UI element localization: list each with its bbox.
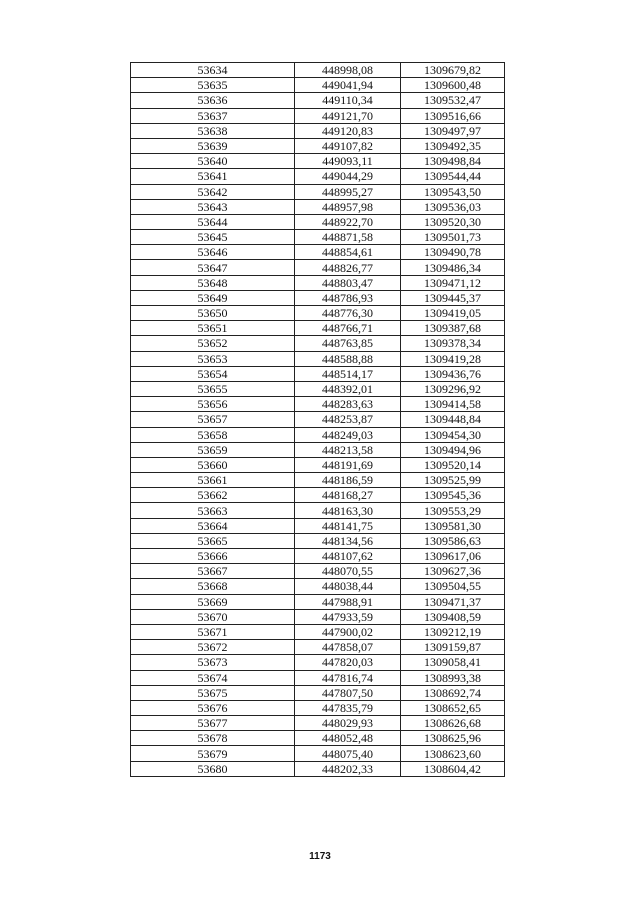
table-row (131, 412, 505, 427)
x-coordinate-cell: 448826,77 (295, 260, 401, 275)
point-id-cell: 53640 (131, 154, 295, 169)
x-coordinate-cell: 448588,88 (295, 351, 401, 366)
table-row (131, 260, 505, 275)
y-coordinate-cell: 1309414,58 (401, 397, 505, 412)
point-id-cell: 53656 (131, 397, 295, 412)
coordinates-table (130, 62, 505, 777)
y-coordinate-cell: 1308625,96 (401, 731, 505, 746)
y-coordinate-cell: 1309544,44 (401, 169, 505, 184)
point-id-cell: 53659 (131, 442, 295, 457)
x-coordinate-cell: 448249,03 (295, 427, 401, 442)
y-coordinate-cell: 1309627,36 (401, 564, 505, 579)
x-coordinate-cell: 448107,62 (295, 549, 401, 564)
x-coordinate-cell: 448141,75 (295, 518, 401, 533)
x-coordinate-cell: 449044,29 (295, 169, 401, 184)
y-coordinate-cell: 1309543,50 (401, 184, 505, 199)
table-row (131, 214, 505, 229)
x-coordinate-cell: 447988,91 (295, 594, 401, 609)
y-coordinate-cell: 1308623,60 (401, 746, 505, 761)
point-id-cell: 53662 (131, 488, 295, 503)
x-coordinate-cell: 449120,83 (295, 123, 401, 138)
x-coordinate-cell: 449121,70 (295, 108, 401, 123)
x-coordinate-cell: 448075,40 (295, 746, 401, 761)
y-coordinate-cell: 1309501,73 (401, 230, 505, 245)
point-id-cell: 53665 (131, 533, 295, 548)
y-coordinate-cell: 1309492,35 (401, 138, 505, 153)
table-row (131, 154, 505, 169)
table-row (131, 685, 505, 700)
x-coordinate-cell: 448253,87 (295, 412, 401, 427)
point-id-cell: 53657 (131, 412, 295, 427)
point-id-cell: 53672 (131, 640, 295, 655)
x-coordinate-cell: 448191,69 (295, 457, 401, 472)
point-id-cell: 53680 (131, 761, 295, 776)
table-row (131, 199, 505, 214)
table-row (131, 549, 505, 564)
table-row (131, 609, 505, 624)
x-coordinate-cell: 448763,85 (295, 336, 401, 351)
table-row (131, 670, 505, 685)
y-coordinate-cell: 1309586,63 (401, 533, 505, 548)
point-id-cell: 53661 (131, 473, 295, 488)
point-id-cell: 53660 (131, 457, 295, 472)
point-id-cell: 53642 (131, 184, 295, 199)
point-id-cell: 53671 (131, 624, 295, 639)
x-coordinate-cell: 447900,02 (295, 624, 401, 639)
y-coordinate-cell: 1308692,74 (401, 685, 505, 700)
x-coordinate-cell: 448213,58 (295, 442, 401, 457)
x-coordinate-cell: 449107,82 (295, 138, 401, 153)
y-coordinate-cell: 1309679,82 (401, 63, 505, 78)
y-coordinate-cell: 1309532,47 (401, 93, 505, 108)
x-coordinate-cell: 448998,08 (295, 63, 401, 78)
y-coordinate-cell: 1309436,76 (401, 366, 505, 381)
table-row (131, 746, 505, 761)
point-id-cell: 53639 (131, 138, 295, 153)
table-row (131, 594, 505, 609)
table-row (131, 78, 505, 93)
y-coordinate-cell: 1309504,55 (401, 579, 505, 594)
table-row (131, 579, 505, 594)
point-id-cell: 53652 (131, 336, 295, 351)
table-row (131, 306, 505, 321)
table-row (131, 624, 505, 639)
table-row (131, 138, 505, 153)
table-row (131, 63, 505, 78)
table-row (131, 108, 505, 123)
point-id-cell: 53663 (131, 503, 295, 518)
point-id-cell: 53637 (131, 108, 295, 123)
point-id-cell: 53667 (131, 564, 295, 579)
point-id-cell: 53653 (131, 351, 295, 366)
point-id-cell: 53677 (131, 716, 295, 731)
x-coordinate-cell: 448786,93 (295, 290, 401, 305)
x-coordinate-cell: 449093,11 (295, 154, 401, 169)
point-id-cell: 53658 (131, 427, 295, 442)
table-row (131, 533, 505, 548)
table-row (131, 123, 505, 138)
table-row (131, 184, 505, 199)
point-id-cell: 53654 (131, 366, 295, 381)
table-row (131, 442, 505, 457)
point-id-cell: 53634 (131, 63, 295, 78)
x-coordinate-cell: 448854,61 (295, 245, 401, 260)
y-coordinate-cell: 1309445,37 (401, 290, 505, 305)
x-coordinate-cell: 448163,30 (295, 503, 401, 518)
y-coordinate-cell: 1309408,59 (401, 609, 505, 624)
y-coordinate-cell: 1309600,48 (401, 78, 505, 93)
table-row (131, 336, 505, 351)
x-coordinate-cell: 447816,74 (295, 670, 401, 685)
y-coordinate-cell: 1309516,66 (401, 108, 505, 123)
y-coordinate-cell: 1309471,12 (401, 275, 505, 290)
x-coordinate-cell: 448038,44 (295, 579, 401, 594)
point-id-cell: 53669 (131, 594, 295, 609)
y-coordinate-cell: 1309490,78 (401, 245, 505, 260)
x-coordinate-cell: 448070,55 (295, 564, 401, 579)
y-coordinate-cell: 1309525,99 (401, 473, 505, 488)
y-coordinate-cell: 1309617,06 (401, 549, 505, 564)
point-id-cell: 53674 (131, 670, 295, 685)
y-coordinate-cell: 1309448,84 (401, 412, 505, 427)
y-coordinate-cell: 1309296,92 (401, 381, 505, 396)
y-coordinate-cell: 1309387,68 (401, 321, 505, 336)
point-id-cell: 53670 (131, 609, 295, 624)
table-row (131, 503, 505, 518)
y-coordinate-cell: 1309378,34 (401, 336, 505, 351)
y-coordinate-cell: 1308993,38 (401, 670, 505, 685)
point-id-cell: 53648 (131, 275, 295, 290)
y-coordinate-cell: 1309212,19 (401, 624, 505, 639)
table-row (131, 351, 505, 366)
point-id-cell: 53650 (131, 306, 295, 321)
y-coordinate-cell: 1309419,05 (401, 306, 505, 321)
point-id-cell: 53641 (131, 169, 295, 184)
table-row (131, 366, 505, 381)
table-row (131, 655, 505, 670)
table-row (131, 93, 505, 108)
x-coordinate-cell: 448922,70 (295, 214, 401, 229)
point-id-cell: 53678 (131, 731, 295, 746)
table-row (131, 230, 505, 245)
y-coordinate-cell: 1309545,36 (401, 488, 505, 503)
y-coordinate-cell: 1308652,65 (401, 700, 505, 715)
x-coordinate-cell: 448283,63 (295, 397, 401, 412)
point-id-cell: 53649 (131, 290, 295, 305)
point-id-cell: 53675 (131, 685, 295, 700)
point-id-cell: 53679 (131, 746, 295, 761)
x-coordinate-cell: 448168,27 (295, 488, 401, 503)
x-coordinate-cell: 448776,30 (295, 306, 401, 321)
y-coordinate-cell: 1308626,68 (401, 716, 505, 731)
table-row (131, 761, 505, 776)
point-id-cell: 53651 (131, 321, 295, 336)
y-coordinate-cell: 1309419,28 (401, 351, 505, 366)
point-id-cell: 53635 (131, 78, 295, 93)
point-id-cell: 53673 (131, 655, 295, 670)
table-row (131, 716, 505, 731)
table-row (131, 321, 505, 336)
coordinates-table-body (131, 63, 505, 777)
x-coordinate-cell: 448186,59 (295, 473, 401, 488)
point-id-cell: 53647 (131, 260, 295, 275)
y-coordinate-cell: 1309497,97 (401, 123, 505, 138)
point-id-cell: 53636 (131, 93, 295, 108)
table-row (131, 290, 505, 305)
x-coordinate-cell: 447835,79 (295, 700, 401, 715)
table-row (131, 169, 505, 184)
y-coordinate-cell: 1309471,37 (401, 594, 505, 609)
x-coordinate-cell: 447820,03 (295, 655, 401, 670)
page-number: 1173 (309, 851, 331, 862)
x-coordinate-cell: 448514,17 (295, 366, 401, 381)
x-coordinate-cell: 448392,01 (295, 381, 401, 396)
table-row (131, 488, 505, 503)
table-row (131, 518, 505, 533)
y-coordinate-cell: 1309486,34 (401, 260, 505, 275)
table-row (131, 275, 505, 290)
x-coordinate-cell: 448202,33 (295, 761, 401, 776)
x-coordinate-cell: 448766,71 (295, 321, 401, 336)
point-id-cell: 53666 (131, 549, 295, 564)
y-coordinate-cell: 1309494,96 (401, 442, 505, 457)
y-coordinate-cell: 1309536,03 (401, 199, 505, 214)
table-row (131, 245, 505, 260)
point-id-cell: 53668 (131, 579, 295, 594)
y-coordinate-cell: 1309553,29 (401, 503, 505, 518)
point-id-cell: 53638 (131, 123, 295, 138)
table-row (131, 640, 505, 655)
y-coordinate-cell: 1309454,30 (401, 427, 505, 442)
y-coordinate-cell: 1309498,84 (401, 154, 505, 169)
y-coordinate-cell: 1309520,14 (401, 457, 505, 472)
x-coordinate-cell: 447807,50 (295, 685, 401, 700)
table-row (131, 381, 505, 396)
x-coordinate-cell: 448995,27 (295, 184, 401, 199)
table-row (131, 427, 505, 442)
table-row (131, 564, 505, 579)
y-coordinate-cell: 1309520,30 (401, 214, 505, 229)
y-coordinate-cell: 1309581,30 (401, 518, 505, 533)
x-coordinate-cell: 448871,58 (295, 230, 401, 245)
y-coordinate-cell: 1308604,42 (401, 761, 505, 776)
table-row (131, 731, 505, 746)
x-coordinate-cell: 448052,48 (295, 731, 401, 746)
point-id-cell: 53644 (131, 214, 295, 229)
point-id-cell: 53643 (131, 199, 295, 214)
x-coordinate-cell: 448029,93 (295, 716, 401, 731)
x-coordinate-cell: 448803,47 (295, 275, 401, 290)
table-row (131, 700, 505, 715)
y-coordinate-cell: 1309058,41 (401, 655, 505, 670)
x-coordinate-cell: 449110,34 (295, 93, 401, 108)
y-coordinate-cell: 1309159,87 (401, 640, 505, 655)
x-coordinate-cell: 449041,94 (295, 78, 401, 93)
point-id-cell: 53646 (131, 245, 295, 260)
x-coordinate-cell: 448134,56 (295, 533, 401, 548)
x-coordinate-cell: 448957,98 (295, 199, 401, 214)
point-id-cell: 53664 (131, 518, 295, 533)
x-coordinate-cell: 447858,07 (295, 640, 401, 655)
point-id-cell: 53676 (131, 700, 295, 715)
point-id-cell: 53655 (131, 381, 295, 396)
table-row (131, 473, 505, 488)
table-row (131, 397, 505, 412)
x-coordinate-cell: 447933,59 (295, 609, 401, 624)
point-id-cell: 53645 (131, 230, 295, 245)
table-row (131, 457, 505, 472)
